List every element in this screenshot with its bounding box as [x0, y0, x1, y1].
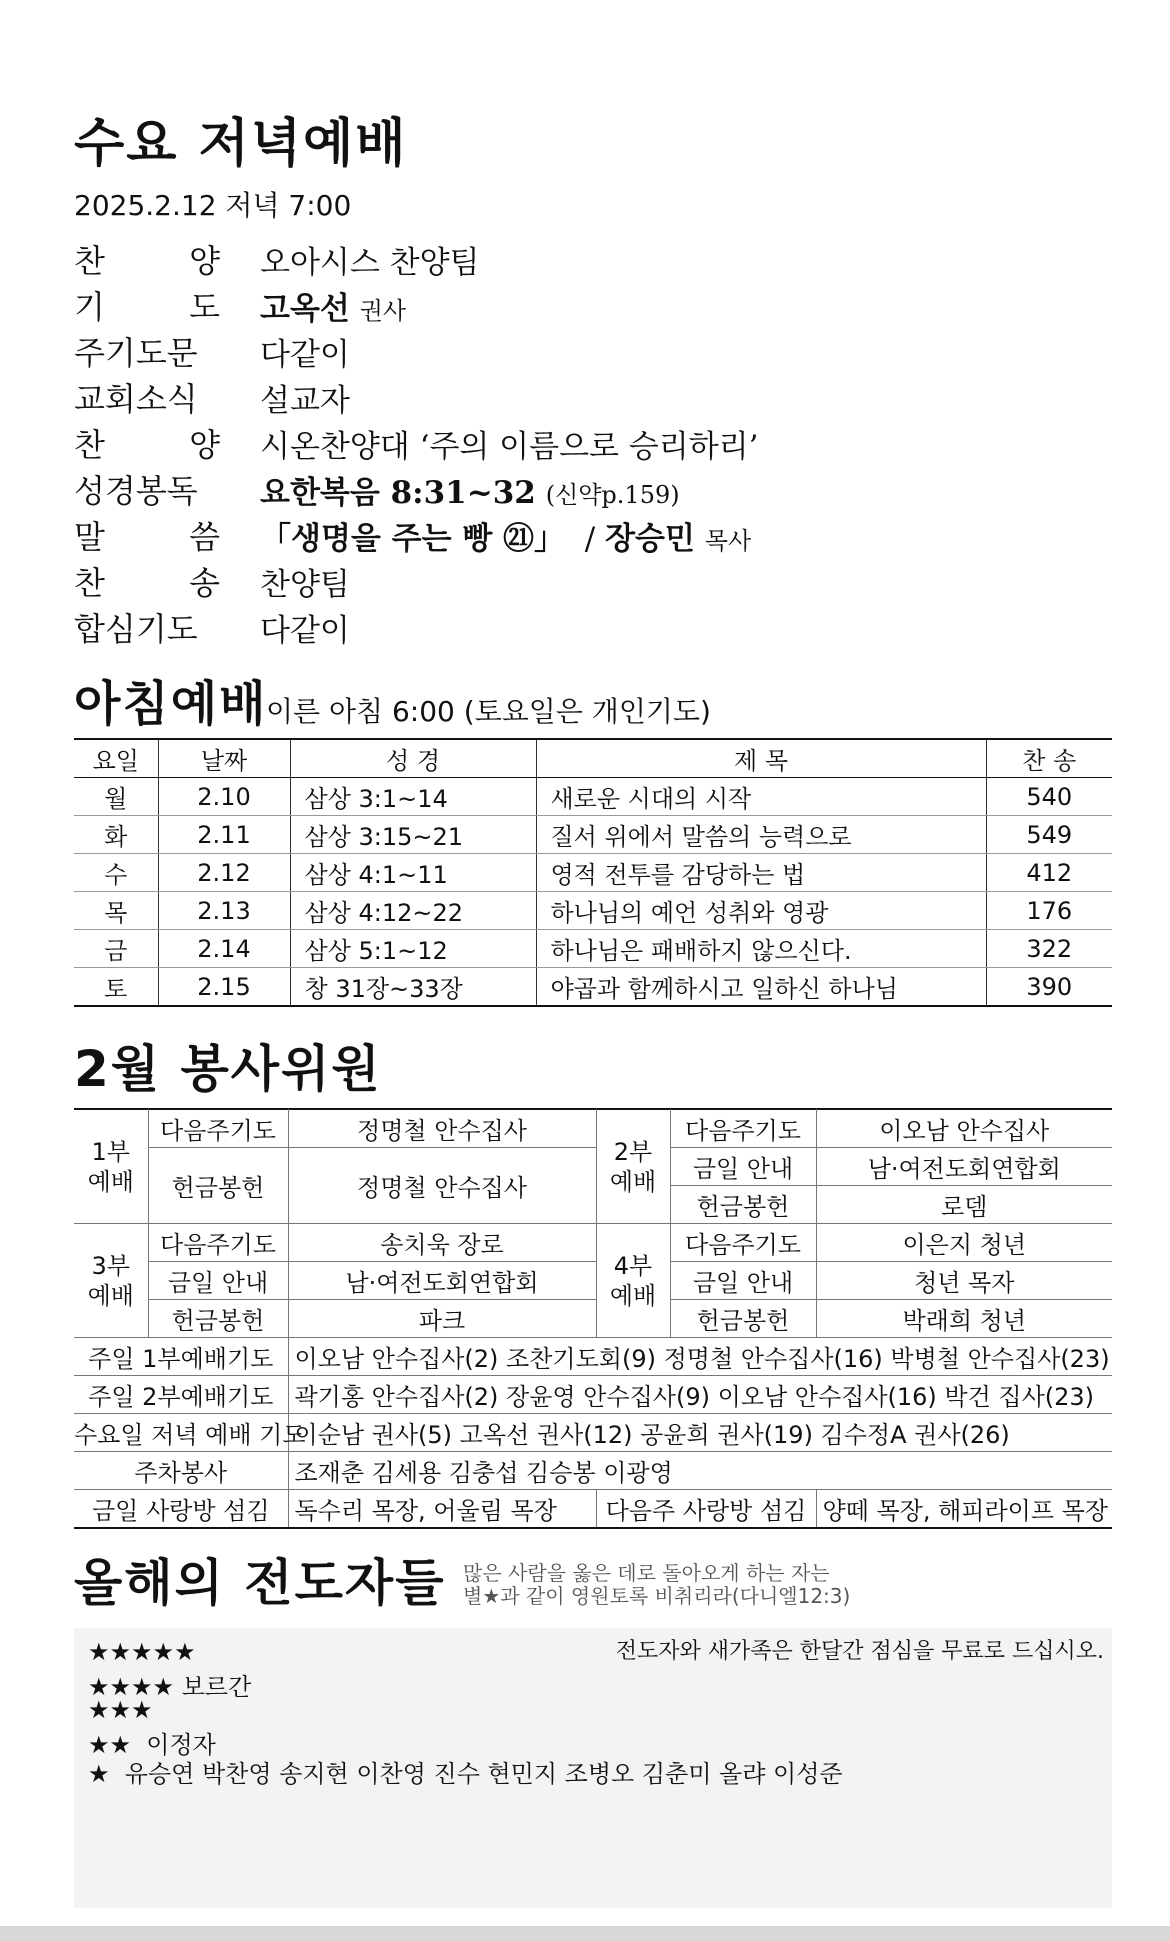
name-cell: 청년 목자: [816, 1262, 1112, 1300]
star-rating: ★: [88, 1760, 110, 1788]
day-cell: 화: [74, 816, 158, 854]
date-cell: 2.13: [158, 892, 290, 930]
lunch-notice: 전도자와 새가족은 한달간 점심을 무료로 드십시오.: [615, 1639, 1104, 1664]
room-names: 독수리 목장, 어울림 목장: [288, 1490, 596, 1529]
prayer-label: 수요일 저녁 예배 기도: [74, 1414, 288, 1452]
tier-names: 유승연 박찬영 송지현 이찬영 진수 현민지 조병오 김춘미 올랴 이성준: [124, 1760, 843, 1788]
order-row: [74, 420, 758, 466]
table-row: [74, 930, 1112, 968]
order-value: 고옥선: [260, 290, 350, 327]
name-cell: 송치욱 장로: [288, 1224, 596, 1262]
prayer-names: 이오남 안수집사(2) 조찬기도회(9) 정명철 안수집사(16) 박병철 안수집사(23): [288, 1338, 1112, 1376]
order-row: [74, 282, 406, 328]
role-cell: 다음주기도: [670, 1109, 816, 1148]
evangelists-title: 올해의 전도자들: [74, 1554, 446, 1612]
name-cell: 남·여전도회연합회: [816, 1148, 1112, 1186]
order-value: 설교자: [260, 382, 350, 419]
order-value: 오아시스 찬양팀: [260, 244, 480, 281]
order-label: 찬 송: [74, 564, 220, 602]
service-label: 2부 예배: [596, 1109, 670, 1224]
role-cell: 금일 안내: [670, 1148, 816, 1186]
day-cell: 수: [74, 854, 158, 892]
name-cell: 박래희 청년: [816, 1300, 1112, 1338]
role-cell: 다음주기도: [148, 1109, 288, 1148]
day-cell: 목: [74, 892, 158, 930]
sermon-title-cell: 새로운 시대의 시작: [536, 778, 986, 816]
table-row: [74, 892, 1112, 930]
col-header: 제 목: [536, 739, 986, 778]
table-row: [74, 1490, 1112, 1529]
name-cell: 이오남 안수집사: [816, 1109, 1112, 1148]
day-cell: 토: [74, 968, 158, 1007]
parking-names: 조재춘 김세용 김충섭 김승봉 이광영: [288, 1452, 1112, 1490]
preacher-title: 목사: [704, 526, 752, 555]
role-cell: 헌금봉헌: [148, 1300, 288, 1338]
order-label: 성경봉독: [74, 472, 198, 510]
order-label: 찬 양: [74, 242, 220, 280]
wednesday-title: 수요 저녁예배: [74, 114, 408, 174]
star-rating: ★★★: [88, 1696, 153, 1724]
preacher-name: 장승민: [605, 520, 695, 557]
sermon-separator: /: [584, 520, 596, 557]
table-row: [74, 1300, 1112, 1338]
day-cell: 월: [74, 778, 158, 816]
order-suffix: (신약p.159): [545, 480, 680, 509]
order-label: 합심기도: [74, 610, 198, 648]
date-cell: 2.14: [158, 930, 290, 968]
hymn-cell: 176: [986, 892, 1112, 930]
order-value: 요한복음 8:31~32: [260, 474, 536, 511]
order-value: 시온찬양대 ‘주의 이름으로 승리하리’: [260, 428, 759, 465]
morning-subtitle: 이른 아침 6:00 (토요일은 개인기도): [266, 695, 711, 728]
col-header: 찬 송: [986, 739, 1112, 778]
table-row: [74, 778, 1112, 816]
date-cell: 2.10: [158, 778, 290, 816]
table-row: [74, 1224, 1112, 1262]
order-row: [74, 328, 350, 374]
verse-quote: [463, 1562, 850, 1608]
role-cell: 헌금봉헌: [148, 1148, 288, 1224]
order-label: 말 씀: [74, 518, 220, 556]
prayer-label: 주일 1부예배기도: [74, 1338, 288, 1376]
hymn-cell: 549: [986, 816, 1112, 854]
role-cell: 헌금봉헌: [670, 1300, 816, 1338]
evangelist-tier: [88, 1696, 153, 1724]
order-value: 다같이: [260, 336, 350, 373]
order-row: [74, 512, 751, 558]
scripture-cell: 삼상 3:1~14: [290, 778, 536, 816]
order-row: [74, 558, 350, 604]
order-label: 주기도문: [74, 334, 198, 372]
date-cell: 2.12: [158, 854, 290, 892]
order-row: [74, 604, 350, 650]
wednesday-datetime: 2025.2.12 저녁 7:00: [74, 189, 352, 222]
service-label: 4부 예배: [596, 1224, 670, 1338]
page-bottom-divider: [0, 1926, 1170, 1941]
hymn-cell: 322: [986, 930, 1112, 968]
scripture-cell: 삼상 3:15~21: [290, 816, 536, 854]
prayer-names: 이순남 권사(5) 고옥선 권사(12) 공윤희 권사(19) 김수정A 권사(26): [288, 1414, 1112, 1452]
scripture-cell: 삼상 4:12~22: [290, 892, 536, 930]
tier-names: 보르간: [181, 1673, 252, 1701]
table-row: [74, 816, 1112, 854]
order-row: [74, 236, 479, 282]
room-label: 다음주 사랑방 섬김: [596, 1490, 816, 1529]
name-cell: 남·여전도회연합회: [288, 1262, 596, 1300]
morning-schedule-table: [74, 738, 1112, 1007]
star-rating: ★★★★: [88, 1673, 175, 1701]
order-label: 찬 양: [74, 426, 220, 464]
volunteers-table: [74, 1108, 1112, 1529]
morning-title: 아침예배: [74, 676, 268, 732]
name-cell: 이은지 청년: [816, 1224, 1112, 1262]
hymn-cell: 390: [986, 968, 1112, 1007]
role-cell: 금일 안내: [670, 1262, 816, 1300]
hymn-cell: 540: [986, 778, 1112, 816]
order-value: 찬양팀: [260, 566, 350, 603]
parking-label: 주차봉사: [74, 1452, 288, 1490]
sermon-title: 「생명을 주는 빵 ㉑」: [260, 520, 566, 557]
name-cell: 정명철 안수집사: [288, 1109, 596, 1148]
scripture-cell: 삼상 4:1~11: [290, 854, 536, 892]
room-names: 양떼 목장, 해피라이프 목장: [816, 1490, 1112, 1529]
col-header: 성 경: [290, 739, 536, 778]
date-cell: 2.11: [158, 816, 290, 854]
name-cell: 정명철 안수집사: [288, 1148, 596, 1224]
table-row: [74, 854, 1112, 892]
prayer-label: 주일 2부예배기도: [74, 1376, 288, 1414]
sermon-title-cell: 하나님은 패배하지 않으신다.: [536, 930, 986, 968]
sermon-title-cell: 하나님의 예언 성취와 영광: [536, 892, 986, 930]
volunteers-title: 2월 봉사위원: [74, 1040, 382, 1098]
sermon-title-cell: 영적 전투를 감당하는 법: [536, 854, 986, 892]
order-suffix: 권사: [359, 296, 407, 325]
verse-line: 별★과 같이 영원토록 비취리라(다니엘12:3): [463, 1584, 851, 1608]
table-row: [74, 1376, 1112, 1414]
service-label: 3부 예배: [74, 1224, 148, 1338]
verse-line: 많은 사람을 옳은 데로 돌아오게 하는 자는: [463, 1561, 830, 1585]
scripture-cell: 창 31장~33장: [290, 968, 536, 1007]
order-row: [74, 374, 350, 420]
date-cell: 2.15: [158, 968, 290, 1007]
day-cell: 금: [74, 930, 158, 968]
service-label: 1부 예배: [74, 1109, 148, 1224]
col-header: 요일: [74, 739, 158, 778]
table-row: [74, 1414, 1112, 1452]
role-cell: 다음주기도: [670, 1224, 816, 1262]
table-row: [74, 1338, 1112, 1376]
order-row: [74, 466, 680, 512]
role-cell: 다음주기도: [148, 1224, 288, 1262]
role-cell: 헌금봉헌: [670, 1186, 816, 1224]
evangelist-tier: [88, 1638, 196, 1666]
tier-names: 이정자: [146, 1731, 216, 1759]
room-label: 금일 사랑방 섬김: [74, 1490, 288, 1529]
evangelist-tier: [88, 1754, 843, 1789]
hymn-cell: 412: [986, 854, 1112, 892]
table-header-row: [74, 739, 1112, 778]
table-row: [74, 1452, 1112, 1490]
order-label: 기 도: [74, 288, 220, 326]
table-row: [74, 1262, 1112, 1300]
sermon-title-cell: 야곱과 함께하시고 일하신 하나님: [536, 968, 986, 1007]
name-cell: 파크: [288, 1300, 596, 1338]
star-rating: ★★: [88, 1731, 132, 1759]
name-cell: 로뎀: [816, 1186, 1112, 1224]
order-value: 다같이: [260, 612, 350, 649]
scripture-cell: 삼상 5:1~12: [290, 930, 536, 968]
table-row: [74, 968, 1112, 1007]
col-header: 날짜: [158, 739, 290, 778]
sermon-title-cell: 질서 위에서 말씀의 능력으로: [536, 816, 986, 854]
role-cell: 금일 안내: [148, 1262, 288, 1300]
star-rating: ★★★★★: [88, 1638, 196, 1666]
order-label: 교회소식: [74, 380, 198, 418]
prayer-names: 곽기홍 안수집사(2) 장윤영 안수집사(9) 이오남 안수집사(16) 박건 집사(23): [288, 1376, 1112, 1414]
